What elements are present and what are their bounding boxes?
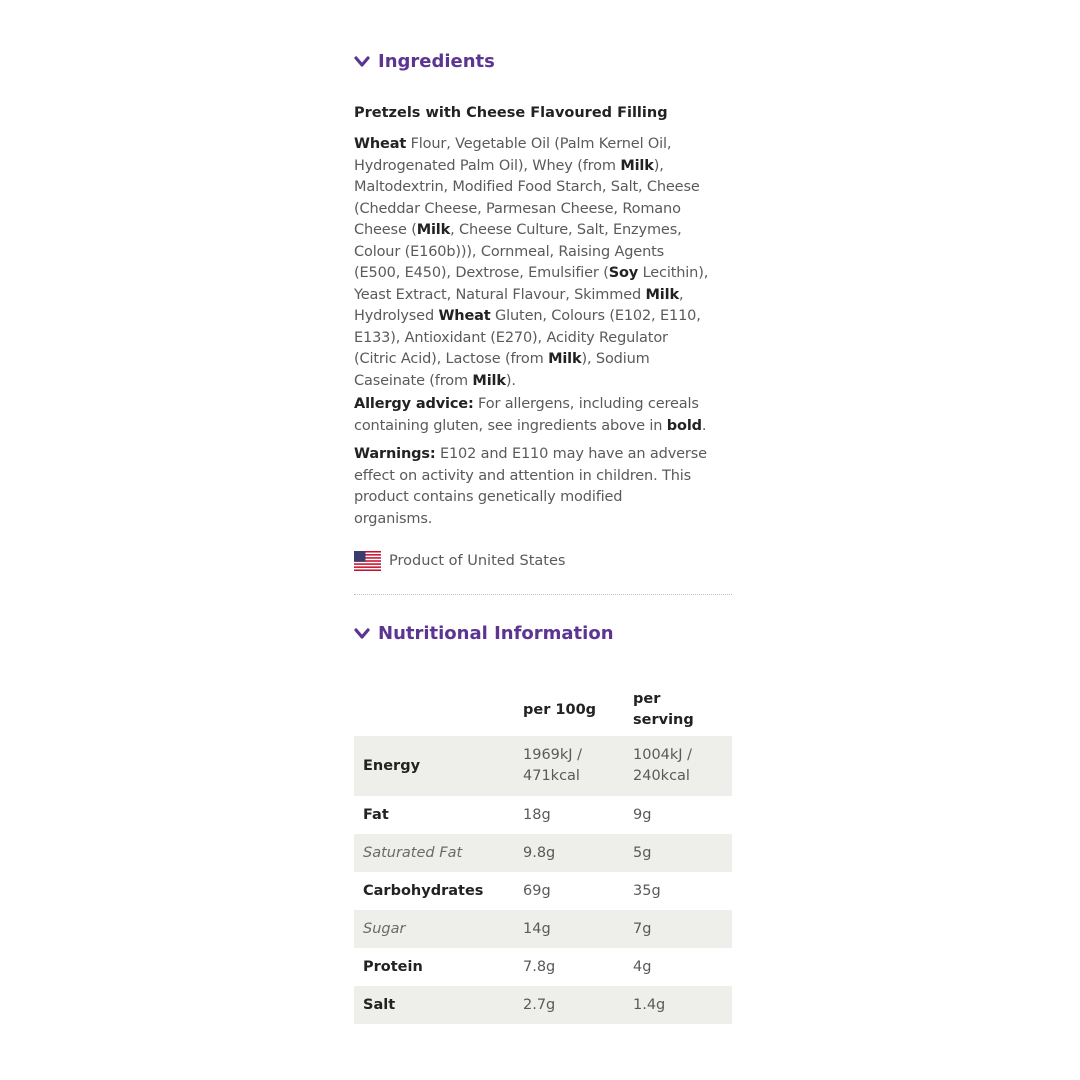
ingredients-line (354, 220, 734, 242)
allergy-text-3: . (701, 417, 707, 434)
chevron-down-icon (354, 628, 370, 640)
allergy-bold-word: bold (666, 417, 702, 434)
nutrition-table-header (354, 684, 732, 736)
allergen-text: Milk (620, 157, 654, 174)
nutrition-row (354, 872, 732, 910)
nutrition-row (354, 986, 732, 1024)
warnings (354, 444, 734, 530)
warnings-label: Warnings: (354, 446, 436, 462)
value-per-serving-line: 1004kJ / (633, 747, 693, 763)
value-per-serving (633, 736, 732, 796)
value-per-100g-line: 18g (523, 806, 551, 823)
header-nutrient (354, 684, 523, 736)
value-per-serving (633, 872, 732, 910)
ingredients-line (354, 242, 734, 264)
ingredients-line (354, 328, 734, 350)
ingredients-list (354, 134, 734, 392)
header-per-serving (633, 684, 732, 736)
warnings-line: organisms. (354, 510, 433, 527)
allergen-text: Soy (608, 265, 639, 281)
value-per-serving (633, 948, 732, 986)
section-divider (354, 594, 732, 595)
ingredient-text: ). (505, 372, 516, 389)
nutrient-name: Sugar (363, 921, 406, 937)
ingredient-text: , (678, 286, 684, 303)
value-per-100g-line: 471kcal (523, 768, 580, 784)
ingredients-line (354, 177, 734, 199)
value-per-100g (523, 796, 633, 834)
value-per-serving (633, 910, 732, 948)
warnings-line: E102 and E110 may have an adverse (435, 446, 707, 462)
ingredients-line (354, 349, 734, 371)
ingredients-title: Ingredients (378, 51, 495, 72)
value-per-100g-line: 69g (523, 882, 551, 899)
ingredient-text: E133), Antioxidant (E270), Acidity Regulator (354, 329, 668, 346)
warnings-line: effect on activity and attention in children. This (354, 467, 692, 484)
nutrition-table-body (354, 736, 732, 1024)
nutrition-row (354, 834, 732, 872)
nutrient-name: Energy (363, 758, 421, 774)
value-per-serving-line: 9g (633, 806, 652, 823)
ingredients-line (354, 156, 734, 178)
value-per-serving-line: 1.4g (633, 996, 666, 1013)
value-per-100g (523, 948, 633, 986)
allergy-text-2: containing gluten, see ingredients above in (354, 417, 667, 434)
ingredients-line (354, 263, 734, 285)
ingredient-text: Gluten, Colours (E102, E110, (490, 308, 701, 324)
ingredients-line (354, 306, 734, 328)
nutrition-row (354, 736, 732, 796)
us-flag-icon (354, 551, 381, 571)
value-per-serving-line: 4g (633, 958, 652, 975)
nutrient-name: Salt (363, 997, 396, 1013)
header-per-serving-line: per (633, 691, 661, 707)
value-per-serving (633, 986, 732, 1024)
allergen-text: Milk (472, 372, 506, 389)
allergy-text-1: For allergens, including cereals (473, 396, 699, 412)
ingredient-text: Yeast Extract, Natural Flavour, Skimmed (354, 286, 646, 303)
nutrient-name: Carbohydrates (363, 883, 484, 899)
value-per-serving-line: 5g (633, 844, 652, 861)
value-per-serving-line: 240kcal (633, 768, 690, 784)
ingredient-text: Flour, Vegetable Oil (Palm Kernel Oil, (406, 136, 672, 152)
allergen-text: Milk (416, 222, 451, 238)
nutrient-name: Protein (363, 959, 423, 975)
ingredient-text: Lecithin), (638, 265, 709, 281)
ingredient-text: ), (653, 157, 664, 174)
ingredient-text: , Cheese Culture, Salt, Enzymes, (450, 222, 682, 238)
nutrition-table (354, 684, 732, 1024)
nutrition-title: Nutritional Information (378, 623, 614, 644)
nutrient-name: Fat (363, 807, 389, 823)
ingredients-section-toggle[interactable] (354, 51, 495, 72)
header-per-serving-line: serving (633, 712, 694, 728)
value-per-100g-line: 2.7g (523, 996, 556, 1013)
ingredient-text: Hydrolysed (354, 308, 439, 324)
ingredient-text: ), Sodium (581, 351, 650, 367)
value-per-serving (633, 796, 732, 834)
ingredient-text: Caseinate (from (354, 372, 473, 389)
value-per-100g-line: 14g (523, 920, 551, 937)
ingredients-line (354, 285, 734, 307)
value-per-100g-line: 1969kJ / (523, 747, 583, 763)
nutrition-row (354, 910, 732, 948)
allergen-text: Wheat (438, 308, 491, 324)
value-per-serving-line: 35g (633, 882, 661, 899)
value-per-100g (523, 834, 633, 872)
ingredients-line (354, 371, 734, 393)
nutrition-row (354, 948, 732, 986)
product-name: Pretzels with Cheese Flavoured Filling (354, 105, 668, 121)
chevron-down-icon (354, 56, 370, 68)
ingredient-text: Colour (E160b))), Cornmeal, Raising Agents (354, 243, 665, 260)
allergen-text: Milk (645, 286, 679, 303)
allergy-label: Allergy advice: (354, 396, 474, 412)
value-per-serving (633, 834, 732, 872)
value-per-100g (523, 986, 633, 1024)
ingredients-line (354, 199, 734, 221)
country-of-origin (354, 551, 565, 571)
ingredient-text: Maltodextrin, Modified Food Starch, Salt, Cheese (354, 179, 700, 195)
value-per-serving-line: 7g (633, 920, 652, 937)
header-per-100g: per 100g (523, 701, 597, 718)
nutrition-row (354, 796, 732, 834)
allergen-text: Wheat (354, 136, 407, 152)
value-per-100g (523, 872, 633, 910)
value-per-100g (523, 910, 633, 948)
value-per-100g (523, 736, 633, 796)
ingredient-text: (E500, E450), Dextrose, Emulsifier ( (354, 265, 609, 281)
value-per-100g-line: 9.8g (523, 844, 556, 861)
value-per-100g-line: 7.8g (523, 958, 556, 975)
ingredient-text: (Citric Acid), Lactose (from (354, 351, 549, 367)
nutrient-name: Saturated Fat (363, 845, 463, 861)
nutrition-section-toggle[interactable] (354, 623, 614, 644)
allergen-text: Milk (548, 351, 582, 367)
ingredients-line (354, 134, 734, 156)
ingredient-text: Cheese ( (354, 222, 417, 238)
warnings-line: product contains genetically modified (354, 489, 623, 505)
ingredient-text: Hydrogenated Palm Oil), Whey (from (354, 157, 621, 174)
allergy-advice (354, 394, 734, 437)
ingredient-text: (Cheddar Cheese, Parmesan Cheese, Romano (354, 200, 681, 217)
origin-text: Product of United States (389, 553, 566, 569)
